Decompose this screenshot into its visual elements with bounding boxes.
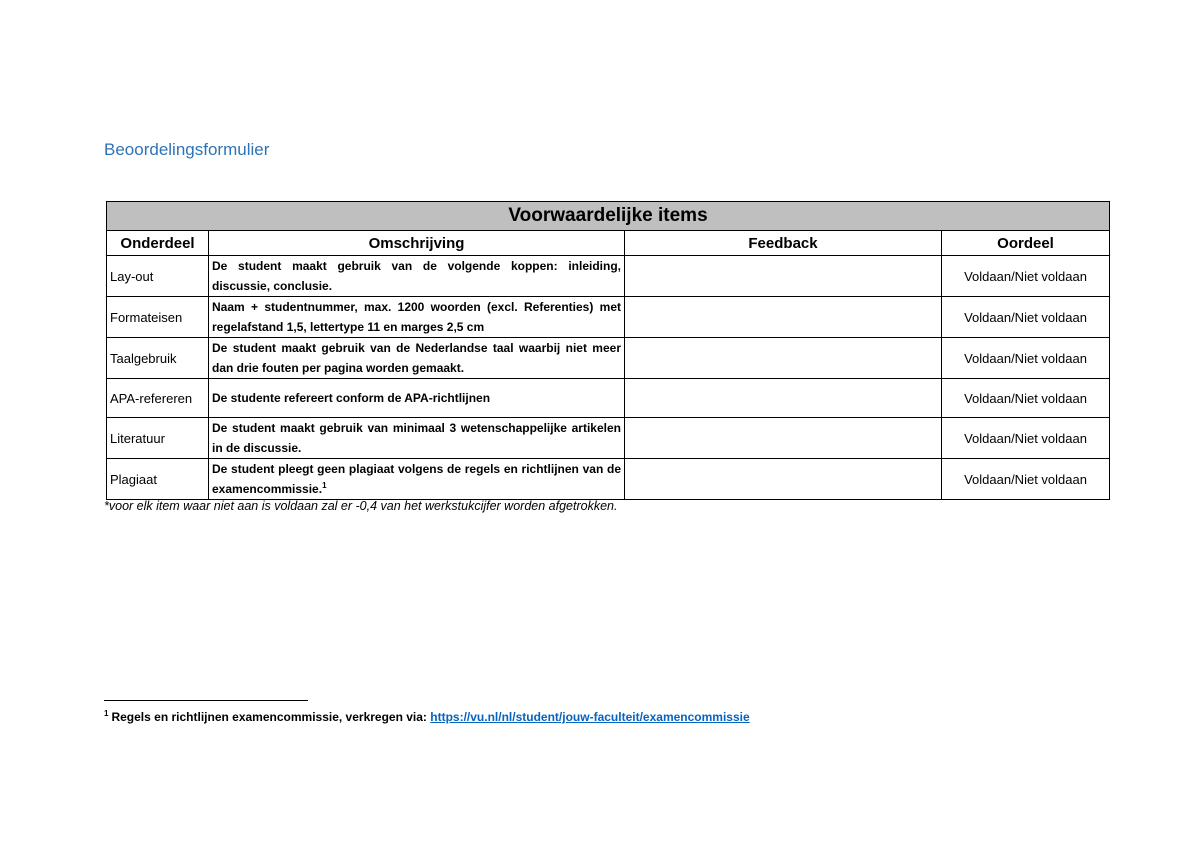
verdict-cell[interactable]: Voldaan/Niet voldaan [942, 338, 1110, 379]
column-header-feedback: Feedback [625, 231, 942, 256]
part-cell: Formateisen [107, 297, 209, 338]
footnote-reference[interactable]: 1 [322, 481, 327, 490]
section-header-row [107, 202, 1110, 231]
table-row [107, 459, 1110, 500]
criteria-table [106, 201, 1110, 500]
feedback-cell[interactable] [625, 379, 942, 418]
footnote-separator [104, 700, 308, 701]
part-cell: Literatuur [107, 418, 209, 459]
footnote-text: Regels en richtlijnen examencommissie, verkregen via: [111, 710, 431, 724]
verdict-cell[interactable]: Voldaan/Niet voldaan [942, 459, 1110, 500]
table-row [107, 418, 1110, 459]
verdict-cell[interactable]: Voldaan/Niet voldaan [942, 379, 1110, 418]
description-cell: De studente refereert conform de APA-richtlijnen [209, 379, 625, 418]
description-cell: De student maakt gebruik van minimaal 3 wetenschappelijke artikelen in de discussie. [209, 418, 625, 459]
feedback-cell[interactable] [625, 338, 942, 379]
feedback-cell[interactable] [625, 297, 942, 338]
footnote-mark: 1 [104, 709, 109, 718]
part-cell: Taalgebruik [107, 338, 209, 379]
description-cell: Naam + studentnummer, max. 1200 woorden (excl. Referenties) met regelafstand 1,5, lettertype 11 en marges 2,5 cm [209, 297, 625, 338]
description-text: De student pleegt geen plagiaat volgens de regels en richtlijnen van de examencommissie. [212, 462, 621, 496]
verdict-cell[interactable]: Voldaan/Niet voldaan [942, 297, 1110, 338]
deduction-note: *voor elk item waar niet aan is voldaan zal er -0,4 van het werkstukcijfer worden afgetrokken. [104, 499, 618, 513]
feedback-cell[interactable] [625, 256, 942, 297]
verdict-cell[interactable]: Voldaan/Niet voldaan [942, 418, 1110, 459]
footnote [104, 710, 750, 724]
column-header-row [107, 231, 1110, 256]
footnote-link[interactable]: https://vu.nl/nl/student/jouw-faculteit/examencommissie [430, 710, 750, 724]
verdict-cell[interactable]: Voldaan/Niet voldaan [942, 256, 1110, 297]
part-cell: Lay-out [107, 256, 209, 297]
table-row [107, 297, 1110, 338]
document-title: Beoordelingsformulier [104, 140, 270, 159]
table-row [107, 256, 1110, 297]
description-cell: De student maakt gebruik van de volgende koppen: inleiding, discussie, conclusie. [209, 256, 625, 297]
column-header-part: Onderdeel [107, 231, 209, 256]
table-row [107, 379, 1110, 418]
column-header-description: Omschrijving [209, 231, 625, 256]
part-cell: Plagiaat [107, 459, 209, 500]
part-cell: APA-refereren [107, 379, 209, 418]
feedback-cell[interactable] [625, 459, 942, 500]
column-header-verdict: Oordeel [942, 231, 1110, 256]
table-row [107, 338, 1110, 379]
feedback-cell[interactable] [625, 418, 942, 459]
section-title: Voorwaardelijke items [107, 202, 1110, 231]
description-cell [209, 459, 625, 500]
description-cell: De student maakt gebruik van de Nederlandse taal waarbij niet meer dan drie fouten per pagina worden gemaakt. [209, 338, 625, 379]
